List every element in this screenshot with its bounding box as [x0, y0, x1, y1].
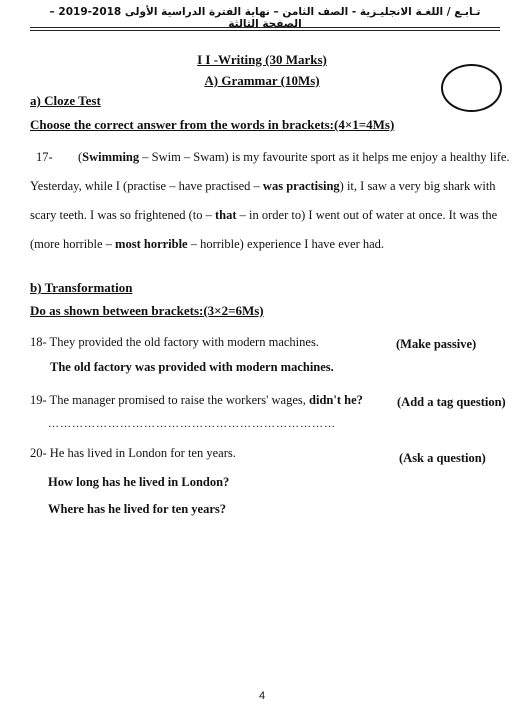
page-number: 4 — [258, 690, 266, 702]
answer-dotted-line: ……………………………………………………………… — [48, 418, 336, 430]
cloze-test-title: a) Cloze Test — [30, 93, 101, 108]
question-17-number: 17- — [36, 150, 53, 164]
cloze-line-4 — [30, 230, 506, 259]
header-rule-top — [30, 27, 500, 28]
transformation-title: b) Transformation — [30, 280, 133, 295]
question-20-answer-2: Where has he lived for ten years? — [48, 502, 226, 516]
question-19 — [30, 393, 363, 408]
cloze-line-2 — [30, 172, 506, 201]
sentence-2-start: Yesterday, while I (practise – have practised – — [30, 179, 263, 193]
answer-was-practising: was practising — [262, 179, 340, 193]
question-18-hint: (Make passive) — [396, 337, 477, 351]
header-rule-bottom — [30, 30, 500, 31]
question-20-hint: (Ask a question) — [399, 451, 486, 465]
sentence-4-end: – horrible) experience I have ever had. — [187, 237, 385, 251]
score-oval — [441, 64, 502, 112]
transformation-instruction: Do as shown between brackets:(3×2=6Ms) — [30, 303, 264, 318]
options-rest: – Swim – Swam) — [139, 150, 229, 164]
sentence-2-end: ) it, I saw a very big shark with — [339, 179, 496, 193]
question-20-answer-1: How long has he lived in London? — [48, 475, 230, 489]
page-header: تـابـع / اللغـة الانجليـزية - الصف الثامن – نهاية الفترة الدراسية الأولى 2018-2019 – الصفحة الثالثة — [49, 6, 481, 30]
answer-most-horrible: most horrible — [115, 237, 188, 251]
question-19-text: 19- The manager promised to raise the workers' wages, — [30, 393, 310, 407]
sentence-3-start: scary teeth. I was so frightened (to – — [30, 208, 216, 222]
sentence-3-end: – in order to) I went out of water at once. It was the — [236, 208, 498, 222]
cloze-instruction: Choose the correct answer from the words in brackets:(4×1=4Ms) — [30, 117, 395, 132]
section-subtitle: A) Grammar (10Ms) — [204, 73, 320, 88]
question-18: 18- They provided the old factory with modern machines. — [30, 335, 319, 349]
question-19-tag: didn't he? — [309, 393, 363, 407]
sentence-1-text: is my favourite sport as it helps me enjoy a healthy life. — [228, 150, 510, 164]
question-20: 20- He has lived in London for ten years. — [30, 446, 236, 460]
cloze-line-3 — [30, 201, 506, 230]
section-title: I I -Writing (30 Marks) — [197, 52, 327, 67]
question-19-hint: (Add a tag question) — [397, 395, 506, 409]
answer-swimming: Swimming — [82, 150, 140, 164]
question-18-answer: The old factory was provided with modern machines. — [50, 360, 334, 374]
sentence-4-start: (more horrible – — [30, 237, 116, 251]
cloze-line-1: 17- (Swimming – Swim – Swam) is my favourite sport as it helps me enjoy a healthy life. — [30, 143, 506, 172]
answer-that: that — [215, 208, 237, 222]
cloze-paragraph — [30, 143, 510, 259]
